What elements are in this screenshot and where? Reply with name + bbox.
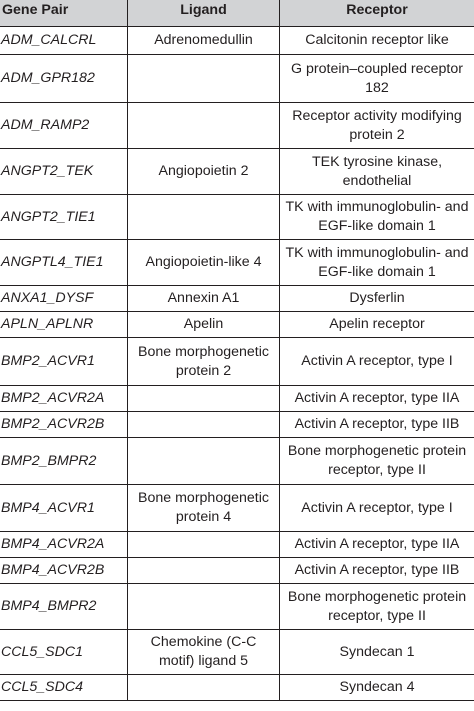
gene-pair-cell: BMP2_ACVR2A [0, 386, 128, 412]
ligand-cell [128, 675, 280, 701]
table-header [0, 0, 474, 27]
gene-pair-cell: BMP2_BMPR2 [0, 438, 128, 485]
gene-pair-cell: ANXA1_DYSF [0, 286, 128, 312]
receptor-cell: TK with immunoglobulin- and EGF-like domain 1 [280, 195, 474, 240]
ligand-cell [128, 195, 280, 240]
gene-pair-cell: ADM_GPR182 [0, 55, 128, 103]
table-row [0, 149, 474, 195]
receptor-cell: Syndecan 1 [280, 630, 474, 675]
ligand-cell [128, 412, 280, 438]
receptor-cell: Receptor activity modifying protein 2 [280, 103, 474, 149]
receptor-cell: Activin A receptor, type IIB [280, 412, 474, 438]
gene-pair-cell: BMP2_ACVR2B [0, 412, 128, 438]
table-row [0, 558, 474, 584]
header-ligand: Ligand [128, 0, 280, 27]
table-row [0, 286, 474, 312]
ligand-cell: Annexin A1 [128, 286, 280, 312]
table-row [0, 675, 474, 701]
gene-pair-cell: BMP4_ACVR1 [0, 485, 128, 532]
gene-pair-cell: ANGPT2_TIE1 [0, 195, 128, 240]
gene-pair-cell: ANGPTL4_TIE1 [0, 240, 128, 286]
table-body [0, 27, 474, 701]
table-row [0, 485, 474, 532]
ligand-cell: Angiopoietin 2 [128, 149, 280, 195]
table-row [0, 412, 474, 438]
gene-pair-cell: BMP4_BMPR2 [0, 584, 128, 630]
table-row [0, 584, 474, 630]
receptor-cell: Syndecan 4 [280, 675, 474, 701]
ligand-cell [128, 438, 280, 485]
gene-pair-cell: ANGPT2_TEK [0, 149, 128, 195]
gene-pair-cell: BMP4_ACVR2B [0, 558, 128, 584]
header-gene-pair: Gene Pair [0, 0, 128, 27]
gene-pair-cell: APLN_APLNR [0, 312, 128, 338]
gene-pair-cell: BMP4_ACVR2A [0, 532, 128, 558]
table-row [0, 312, 474, 338]
table-row [0, 386, 474, 412]
table-row [0, 630, 474, 675]
gene-pair-cell: ADM_RAMP2 [0, 103, 128, 149]
gene-pair-cell: ADM_CALCRL [0, 27, 128, 55]
ligand-cell [128, 55, 280, 103]
receptor-cell: Activin A receptor, type IIA [280, 386, 474, 412]
ligand-cell: Adrenomedullin [128, 27, 280, 55]
table-row [0, 338, 474, 386]
table-row [0, 27, 474, 55]
receptor-cell: Activin A receptor, type IIB [280, 558, 474, 584]
ligand-cell: Apelin [128, 312, 280, 338]
receptor-cell: Dysferlin [280, 286, 474, 312]
ligand-cell [128, 584, 280, 630]
table-row [0, 55, 474, 103]
receptor-cell: Bone morphogenetic protein receptor, type II [280, 438, 474, 485]
gene-pair-cell: CCL5_SDC1 [0, 630, 128, 675]
table-row [0, 240, 474, 286]
ligand-cell: Bone morphogenetic protein 2 [128, 338, 280, 386]
receptor-cell: TK with immunoglobulin- and EGF-like domain 1 [280, 240, 474, 286]
ligand-cell [128, 103, 280, 149]
gene-pair-cell: BMP2_ACVR1 [0, 338, 128, 386]
table-row [0, 195, 474, 240]
ligand-cell [128, 558, 280, 584]
receptor-cell: Activin A receptor, type IIA [280, 532, 474, 558]
receptor-cell: Calcitonin receptor like [280, 27, 474, 55]
header-row [0, 0, 474, 27]
table-row [0, 532, 474, 558]
receptor-cell: Apelin receptor [280, 312, 474, 338]
ligand-cell [128, 386, 280, 412]
receptor-cell: Bone morphogenetic protein receptor, type II [280, 584, 474, 630]
receptor-cell: Activin A receptor, type I [280, 485, 474, 532]
ligand-cell: Angiopoietin-like 4 [128, 240, 280, 286]
receptor-cell: G protein–coupled receptor 182 [280, 55, 474, 103]
ligand-cell: Chemokine (C-C motif) ligand 5 [128, 630, 280, 675]
table-row [0, 438, 474, 485]
gene-pair-cell: CCL5_SDC4 [0, 675, 128, 701]
table-row [0, 103, 474, 149]
receptor-cell: TEK tyrosine kinase, endothelial [280, 149, 474, 195]
ligand-cell: Bone morphogenetic protein 4 [128, 485, 280, 532]
ligand-cell [128, 532, 280, 558]
header-receptor: Receptor [280, 0, 474, 27]
receptor-cell: Activin A receptor, type I [280, 338, 474, 386]
